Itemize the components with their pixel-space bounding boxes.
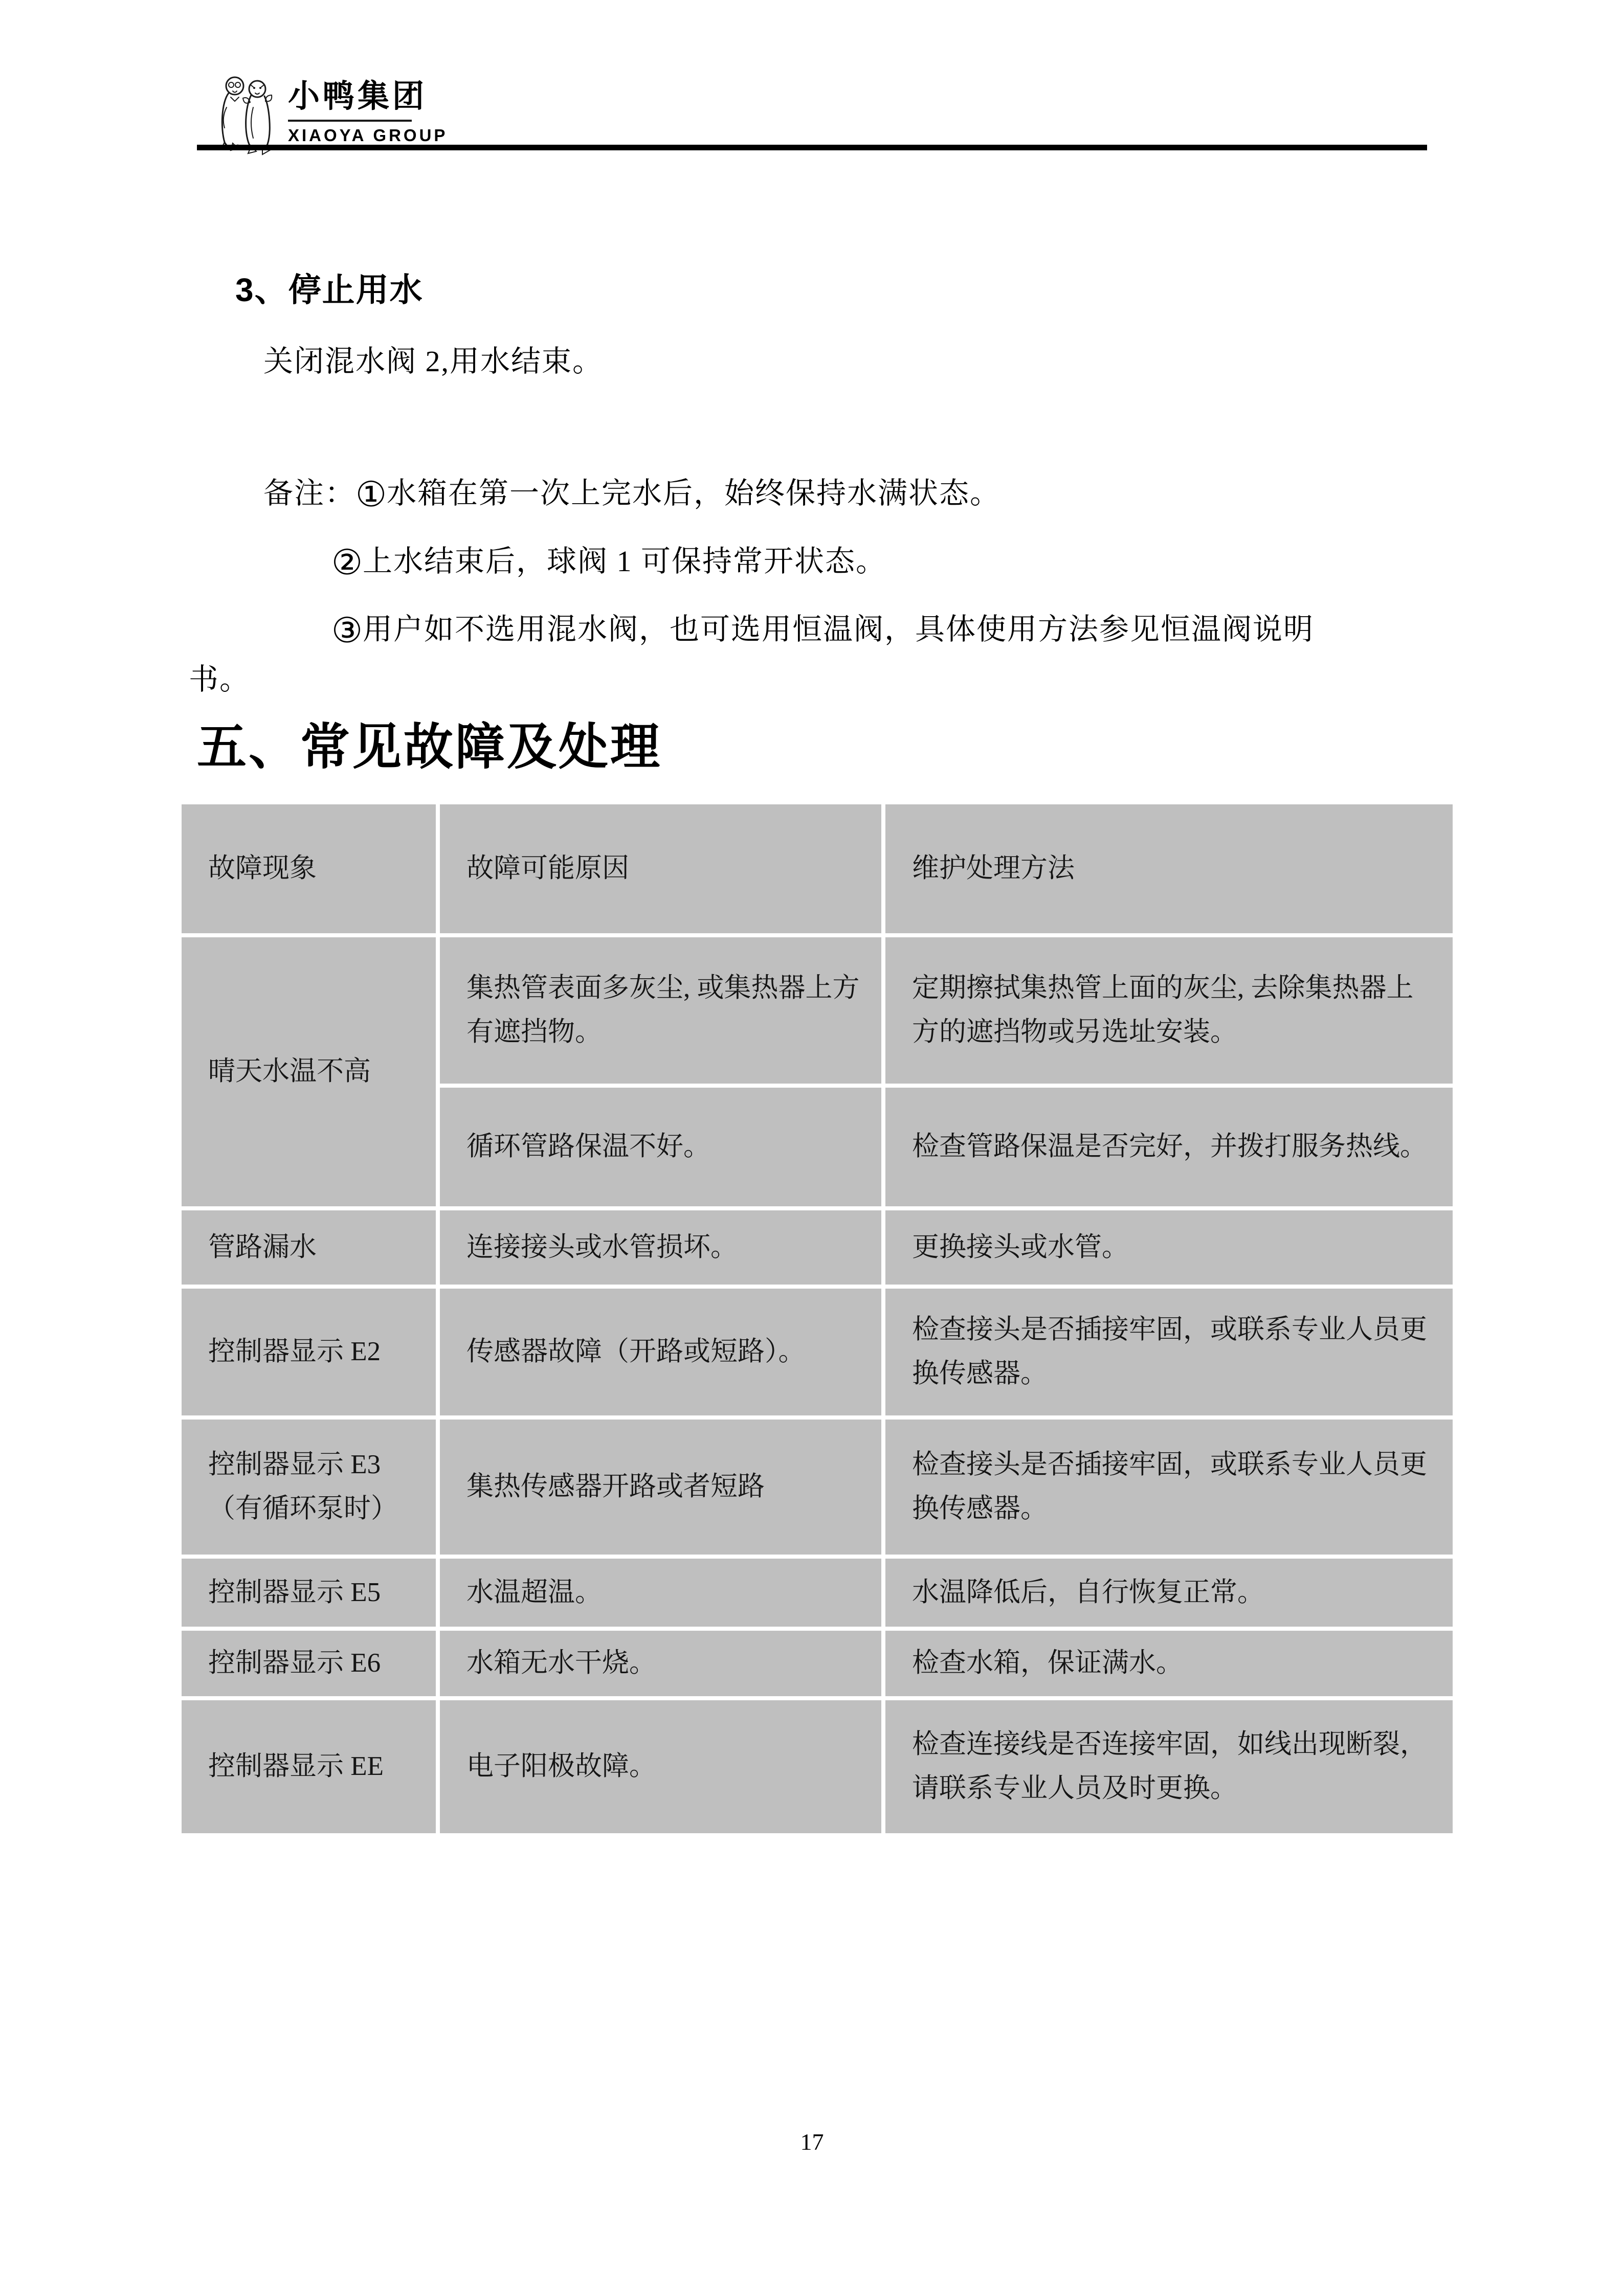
ducks-mascot-icon	[217, 72, 279, 156]
cell-ee-fix: 检查连接线是否连接牢固，如线出现断裂，请联系专业人员及时更换。	[885, 1700, 1453, 1833]
note-line-2	[331, 544, 886, 580]
cell-sunny-fix-2: 检查管路保温是否完好，并拨打服务热线。	[885, 1088, 1453, 1206]
cell-e5-cause: 水温超温。	[440, 1559, 881, 1627]
circled-3-glyph: ③	[331, 611, 363, 650]
brand-name-cn: 小鸭集团	[288, 79, 428, 114]
cell-e6-fix: 检查水箱，保证满水。	[885, 1631, 1453, 1696]
cell-sunny-phenomenon: 晴天水温不高	[182, 937, 436, 1206]
cell-e2-phenomenon: 控制器显示 E2	[182, 1289, 436, 1415]
cell-e2-fix: 检查接头是否插接牢固，或联系专业人员更换传感器。	[885, 1289, 1453, 1415]
circled-1-glyph: ①	[355, 475, 387, 514]
cell-e3-fix: 检查接头是否插接牢固，或联系专业人员更换传感器。	[885, 1420, 1453, 1555]
cell-e6-cause: 水箱无水干烧。	[440, 1631, 881, 1696]
cell-e3-phenomenon: 控制器显示 E3（有循环泵时）	[182, 1420, 436, 1555]
section5-heading: 五、常见故障及处理	[197, 719, 662, 775]
notes-label: 备注：	[263, 477, 356, 510]
note-1-text: 水箱在第一次上完水后，始终保持水满状态。	[386, 477, 1000, 510]
note-line-3	[331, 612, 1314, 648]
cell-e2-cause: 传感器故障（开路或短路）。	[440, 1289, 881, 1415]
circled-2-glyph: ②	[331, 543, 363, 582]
header-rule	[197, 145, 1427, 150]
section3-heading: 3、停止用水	[235, 272, 424, 308]
note-3-overflow: 书。	[189, 663, 251, 696]
header-cell-cause: 故障可能原因	[440, 804, 881, 933]
cell-ee-phenomenon: 控制器显示 EE	[182, 1700, 436, 1833]
cell-e5-fix: 水温降低后，自行恢复正常。	[885, 1559, 1453, 1627]
brand-name-en: XIAOYA GROUP	[288, 126, 448, 145]
cell-leak-fix: 更换接头或水管。	[885, 1210, 1453, 1285]
brand-logo	[217, 72, 448, 156]
cell-leak-cause: 连接接头或水管损坏。	[440, 1210, 881, 1285]
cell-sunny-cause-1: 集热管表面多灰尘, 或集热器上方有遮挡物。	[440, 937, 881, 1084]
cell-e5-phenomenon: 控制器显示 E5	[182, 1559, 436, 1627]
cell-sunny-cause-2: 循环管路保温不好。	[440, 1088, 881, 1206]
brand-underline	[288, 120, 412, 122]
cell-leak-phenomenon: 管路漏水	[182, 1210, 436, 1285]
note-3-text: 用户如不选用混水阀，也可选用恒温阀，具体使用方法参见恒温阀说明	[362, 613, 1314, 646]
cell-e6-phenomenon: 控制器显示 E6	[182, 1631, 436, 1696]
cell-ee-cause: 电子阳极故障。	[440, 1700, 881, 1833]
note-2-text: 上水结束后，球阀 1 可保持常开状态。	[362, 545, 886, 578]
note-line-1	[263, 476, 1000, 512]
header-cell-phenomenon: 故障现象	[182, 804, 436, 933]
page-number: 17	[800, 2129, 824, 2155]
section3-body: 关闭混水阀 2,用水结束。	[263, 345, 604, 378]
header-cell-fix: 维护处理方法	[885, 804, 1453, 933]
cell-e3-cause: 集热传感器开路或者短路	[440, 1420, 881, 1555]
cell-sunny-fix-1: 定期擦拭集热管上面的灰尘, 去除集热器上方的遮挡物或另选址安装。	[885, 937, 1453, 1084]
brand-text-block	[288, 72, 448, 145]
fault-table	[182, 804, 1453, 1833]
